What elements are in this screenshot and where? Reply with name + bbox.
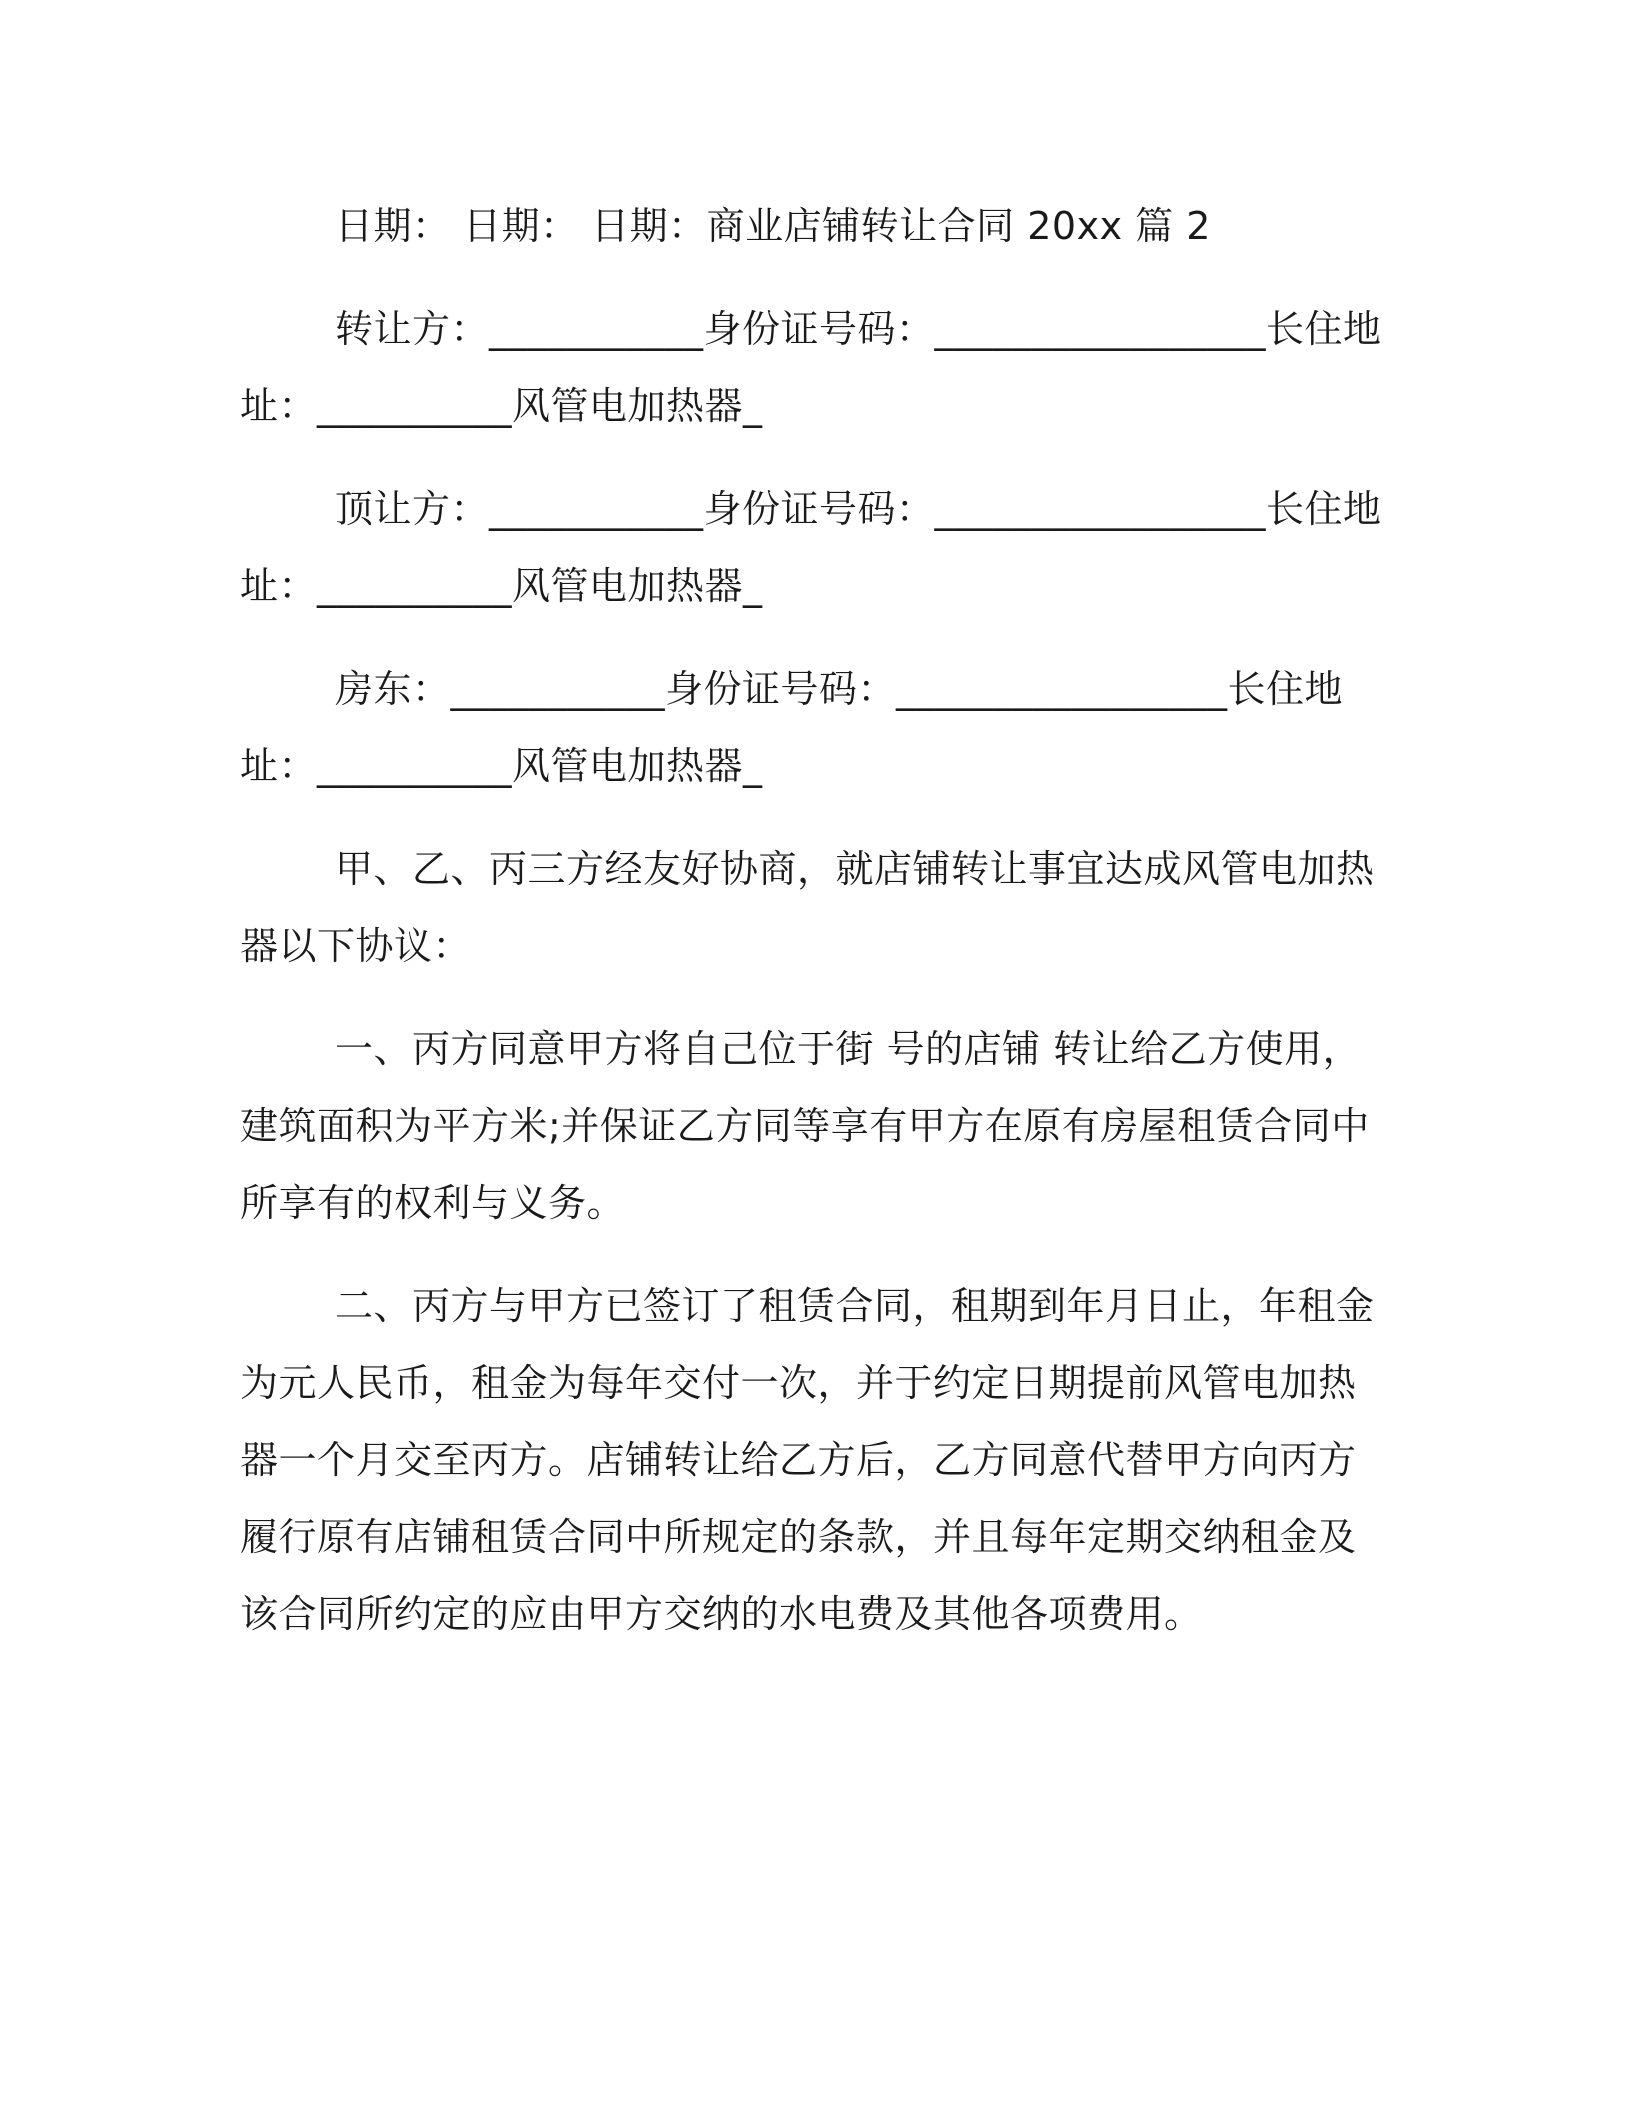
- transferor-line: 转让方：___________身份证号码：_________________长住地址：__________风管电加热器_: [240, 307, 1382, 428]
- document-body: [240, 188, 1390, 1679]
- transferee-line: 顶让方：___________身份证号码：_________________长住地址：__________风管电加热器_: [240, 487, 1382, 608]
- clause-2-paragraph: 二、丙方与甲方已签订了租赁合同，租期到年月日止，年租金为元人民币，租金为每年交付一次，并于约定日期提前风管电加热器一个月交至丙方。店铺转让给乙方后，乙方同意代替甲方向丙方履行原有店铺租赁合同中所规定的条款，并且每年定期交纳租金及该合同所约定的应由甲方交纳的水电费及其他各项费用。: [240, 1284, 1375, 1636]
- intro-paragraph: 甲、乙、丙三方经友好协商，就店铺转让事宜达成风管电加热器以下协议：: [240, 847, 1375, 968]
- title-line: 日期： 日期： 日期：商业店铺转让合同 20xx 篇 2: [335, 204, 1211, 248]
- landlord-line: 房东：___________身份证号码：_________________长住地址：__________风管电加热器_: [240, 667, 1344, 788]
- clause-1-paragraph: 一、丙方同意甲方将自己位于街 号的店铺 转让给乙方使用，建筑面积为平方米;并保证乙方同等享有甲方在原有房屋租赁合同中所享有的权利与义务。: [240, 1027, 1370, 1225]
